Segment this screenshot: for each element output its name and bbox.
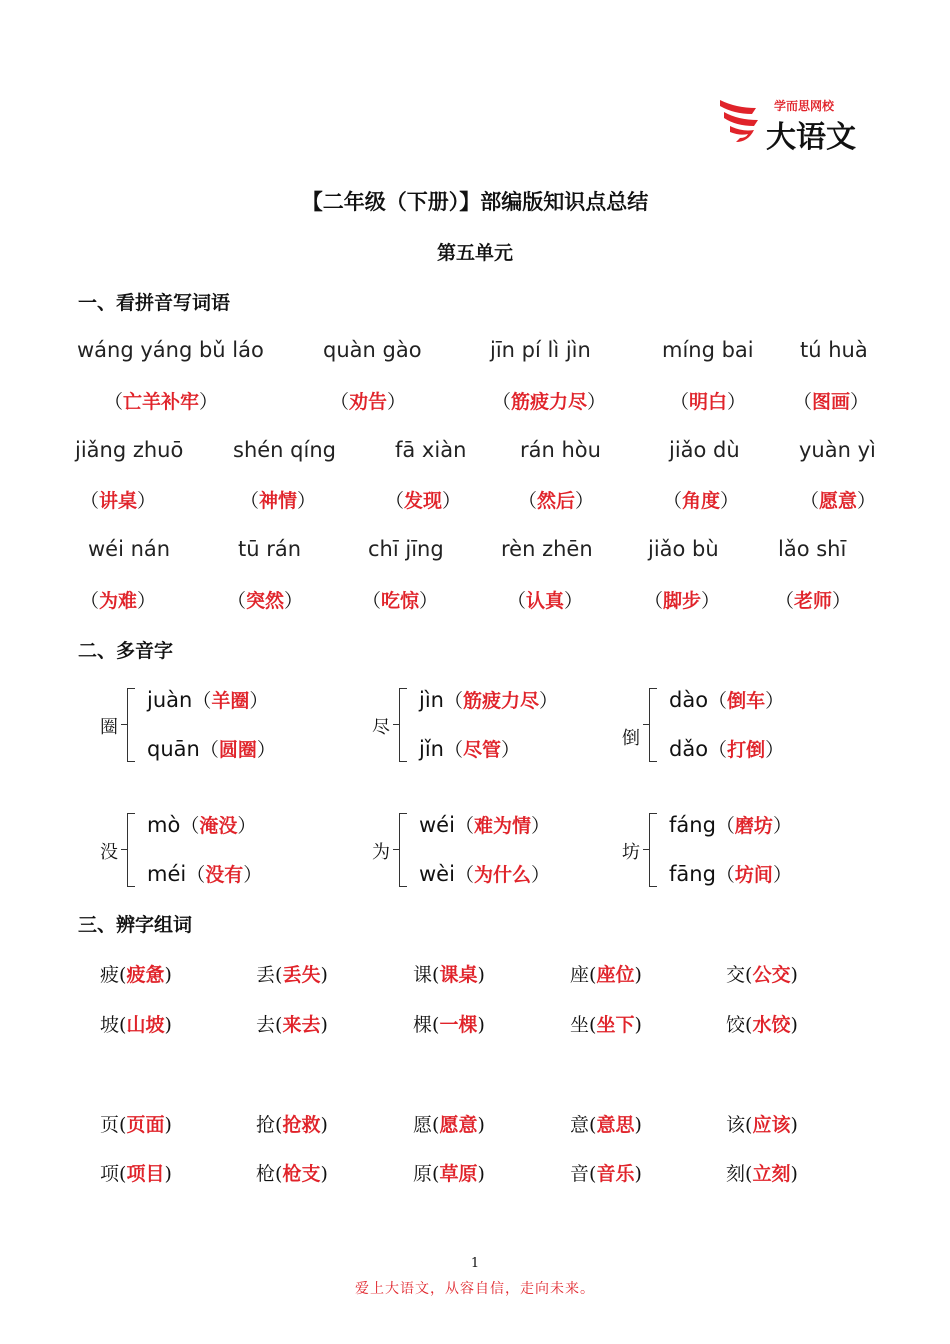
answer-text: 老师 (794, 590, 833, 612)
base-char: 页 (100, 1114, 120, 1136)
polyphone-char: 为 (372, 842, 390, 863)
pinyin-prompt: lǎo shī (778, 537, 847, 561)
answer-word: （亡羊补牢） (104, 391, 219, 413)
reading-pinyin: wéi (419, 813, 455, 837)
base-char: 去 (256, 1014, 276, 1036)
formed-word: 坐下 (596, 1014, 635, 1036)
reading-word-wrap: （倒车） (708, 690, 785, 712)
answer-word: （然后） (518, 490, 595, 512)
formed-word: 座位 (596, 964, 635, 986)
pinyin-prompt: jiǎo dù (669, 438, 740, 462)
answer-text: 亡羊补牢 (123, 391, 200, 413)
pinyin-prompt: rán hòu (520, 438, 601, 462)
pinyin-prompt: chī jīng (368, 537, 444, 561)
reading-word-wrap: （为什么） (454, 864, 550, 886)
char-word-pair: 愿(愿意) (413, 1114, 485, 1136)
base-char: 愿 (413, 1114, 433, 1136)
polyphone-reading (419, 811, 550, 838)
answer-text: 脚步 (663, 590, 702, 612)
char-word-pair: 抢(抢救) (256, 1114, 328, 1136)
polyphone-char: 倒 (622, 728, 640, 749)
formed-word: 水饺 (752, 1014, 791, 1036)
answer-text: 筋疲力尽 (511, 391, 588, 413)
section-pinyin-title: 一、看拼音写词语 (78, 292, 231, 314)
formed-word: 草原 (439, 1163, 478, 1185)
pinyin-prompt: jiǎng zhuō (75, 438, 184, 462)
reading-word: 磨坊 (734, 815, 773, 837)
polyphone-reading (669, 686, 784, 713)
polyphone-reading (419, 686, 558, 713)
answer-word: （愿意） (800, 490, 877, 512)
answer-word: （角度） (663, 490, 740, 512)
pinyin-prompt: wéi nán (88, 537, 171, 561)
reading-pinyin: fáng (669, 813, 716, 837)
reading-pinyin: méi (147, 862, 187, 886)
section-distinguish-title: 三、辨字组词 (78, 914, 193, 936)
base-char: 项 (100, 1163, 120, 1185)
brand-logo (716, 92, 876, 155)
answer-word: （为难） (80, 590, 157, 612)
reading-word-wrap: （淹没） (180, 815, 257, 837)
char-word-pair: 音(音乐) (570, 1163, 642, 1185)
answer-word: （吃惊） (362, 590, 439, 612)
base-char: 原 (413, 1163, 433, 1185)
polyphone-char: 坊 (622, 842, 640, 863)
reading-word: 圆圈 (218, 739, 257, 761)
reading-word-wrap: （尽管） (443, 739, 521, 761)
reading-word: 淹没 (199, 815, 238, 837)
footer-slogan: 爱上大语文，从容自信，走向未来。 (355, 1281, 595, 1297)
polyphone-reading (147, 686, 268, 713)
pinyin-prompt: jiǎo bù (648, 537, 719, 561)
answer-word: （讲桌） (80, 490, 157, 512)
formed-word: 课桌 (439, 964, 478, 986)
char-word-pair: 课(课桌) (413, 964, 485, 986)
formed-word: 疲惫 (126, 964, 165, 986)
reading-word-wrap: （羊圈） (192, 690, 269, 712)
base-char: 棵 (413, 1014, 433, 1036)
char-word-pair: 丢(丢失) (256, 964, 328, 986)
char-word-pair: 该(应该) (726, 1114, 798, 1136)
answer-text: 突然 (246, 590, 285, 612)
formed-word: 丢失 (282, 964, 321, 986)
char-word-pair: 去(来去) (256, 1014, 328, 1036)
reading-word: 没有 (205, 864, 244, 886)
brace-tick (643, 724, 649, 725)
formed-word: 公交 (752, 964, 791, 986)
char-word-pair: 刻(立刻) (726, 1163, 798, 1185)
pinyin-prompt: wáng yáng bǔ láo (77, 338, 264, 362)
char-word-pair: 棵(一棵) (413, 1014, 485, 1036)
char-word-pair: 页(页面) (100, 1114, 172, 1136)
answer-word: （老师） (775, 590, 852, 612)
reading-pinyin: jǐn (419, 737, 444, 761)
base-char: 疲 (100, 964, 120, 986)
char-word-pair: 交(公交) (726, 964, 798, 986)
reading-word: 筋疲力尽 (463, 690, 540, 712)
pinyin-prompt: tú huà (800, 338, 868, 362)
reading-word: 坊间 (734, 864, 773, 886)
reading-word: 打倒 (727, 739, 766, 761)
pinyin-prompt: míng bai (662, 338, 754, 362)
answer-word: （脚步） (644, 590, 721, 612)
reading-word-wrap: （打倒） (708, 739, 785, 761)
reading-pinyin: jìn (419, 688, 444, 712)
formed-word: 页面 (126, 1114, 165, 1136)
brace-bracket (649, 813, 657, 887)
answer-text: 认真 (526, 590, 565, 612)
reading-word-wrap: （没有） (186, 864, 263, 886)
char-word-pair: 项(项目) (100, 1163, 172, 1185)
pinyin-prompt: jīn pí lì jìn (490, 338, 591, 362)
char-word-pair: 座(座位) (570, 964, 642, 986)
base-char: 音 (570, 1163, 590, 1185)
polyphone-char: 圈 (100, 717, 118, 738)
answer-word: （筋疲力尽） (492, 391, 607, 413)
base-char: 课 (413, 964, 433, 986)
brace-tick (393, 849, 399, 850)
page-title: 【二年级（下册）】部编版知识点总结 (301, 189, 649, 214)
answer-text: 神情 (259, 490, 298, 512)
reading-word: 羊圈 (211, 690, 250, 712)
formed-word: 愿意 (439, 1114, 478, 1136)
formed-word: 枪支 (282, 1163, 321, 1185)
reading-pinyin: wèi (419, 862, 455, 886)
answer-text: 发现 (404, 490, 443, 512)
answer-word: （认真） (507, 590, 584, 612)
polyphone-reading (669, 860, 792, 887)
answer-word: （明白） (670, 391, 747, 413)
char-word-pair: 原(草原) (413, 1163, 485, 1185)
brace-tick (393, 724, 399, 725)
base-char: 丢 (256, 964, 276, 986)
pinyin-prompt: fā xiàn (395, 438, 467, 462)
base-char: 枪 (256, 1163, 276, 1185)
reading-word-wrap: （坊间） (715, 864, 792, 886)
base-char: 意 (570, 1114, 590, 1136)
formed-word: 应该 (752, 1114, 791, 1136)
reading-word-wrap: （圆圈） (199, 739, 276, 761)
answer-text: 角度 (682, 490, 721, 512)
answer-text: 吃惊 (381, 590, 420, 612)
base-char: 坡 (100, 1014, 120, 1036)
formed-word: 意思 (596, 1114, 635, 1136)
reading-word: 为什么 (473, 864, 531, 886)
reading-pinyin: dào (669, 688, 709, 712)
formed-word: 立刻 (752, 1163, 791, 1185)
answer-text: 愿意 (819, 490, 858, 512)
base-char: 座 (570, 964, 590, 986)
polyphone-reading (147, 735, 276, 762)
reading-word-wrap: （筋疲力尽） (443, 690, 559, 712)
reading-word: 尽管 (463, 739, 502, 761)
polyphone-reading (419, 860, 550, 887)
polyphone-reading (419, 735, 520, 762)
formed-word: 一棵 (439, 1014, 478, 1036)
brand-logo-icon (716, 94, 766, 146)
reading-word: 难为情 (473, 815, 531, 837)
page-number: 1 (470, 1256, 480, 1271)
reading-pinyin: juàn (147, 688, 193, 712)
polyphone-reading (147, 860, 262, 887)
base-char: 抢 (256, 1114, 276, 1136)
pinyin-prompt: rèn zhēn (501, 537, 593, 561)
polyphone-reading (147, 811, 256, 838)
answer-word: （神情） (240, 490, 317, 512)
char-word-pair: 疲(疲惫) (100, 964, 172, 986)
answer-word: （劝告） (330, 391, 407, 413)
polyphone-reading (669, 735, 784, 762)
reading-pinyin: mò (147, 813, 181, 837)
answer-text: 劝告 (349, 391, 388, 413)
pinyin-prompt: tū rán (238, 537, 302, 561)
char-word-pair: 饺(水饺) (726, 1014, 798, 1036)
pinyin-prompt: quàn gào (323, 338, 422, 362)
brand-main-text: 大语文 (766, 120, 856, 155)
brace-bracket (399, 813, 407, 887)
pinyin-prompt: shén qíng (233, 438, 336, 462)
base-char: 交 (726, 964, 746, 986)
formed-word: 项目 (126, 1163, 165, 1185)
char-word-pair: 意(意思) (570, 1114, 642, 1136)
answer-word: （发现） (385, 490, 462, 512)
answer-text: 图画 (812, 391, 851, 413)
polyphone-char: 尽 (372, 717, 390, 738)
brace-tick (121, 724, 127, 725)
brace-bracket (399, 688, 407, 762)
base-char: 饺 (726, 1014, 746, 1036)
base-char: 坐 (570, 1014, 590, 1036)
polyphone-char: 没 (100, 842, 118, 863)
reading-word-wrap: （磨坊） (715, 815, 792, 837)
reading-pinyin: fāng (669, 862, 716, 886)
brace-bracket (127, 688, 135, 762)
answer-text: 然后 (537, 490, 576, 512)
brace-bracket (127, 813, 135, 887)
brace-tick (643, 849, 649, 850)
char-word-pair: 坡(山坡) (100, 1014, 172, 1036)
char-word-pair: 坐(坐下) (570, 1014, 642, 1036)
reading-pinyin: quān (147, 737, 200, 761)
base-char: 该 (726, 1114, 746, 1136)
reading-word-wrap: （难为情） (454, 815, 550, 837)
answer-text: 讲桌 (99, 490, 138, 512)
formed-word: 抢救 (282, 1114, 321, 1136)
section-polyphone-title: 二、多音字 (78, 640, 174, 662)
brace-tick (121, 849, 127, 850)
answer-word: （图画） (793, 391, 870, 413)
formed-word: 来去 (282, 1014, 321, 1036)
unit-title: 第五单元 (436, 242, 513, 264)
reading-word: 倒车 (727, 690, 766, 712)
base-char: 刻 (726, 1163, 746, 1185)
answer-text: 为难 (99, 590, 138, 612)
answer-word: （突然） (227, 590, 304, 612)
formed-word: 音乐 (596, 1163, 635, 1185)
formed-word: 山坡 (126, 1014, 165, 1036)
pinyin-prompt: yuàn yì (799, 438, 876, 462)
brand-small-text: 学而思网校 (774, 99, 835, 113)
char-word-pair: 枪(枪支) (256, 1163, 328, 1185)
brace-bracket (649, 688, 657, 762)
answer-text: 明白 (689, 391, 728, 413)
reading-pinyin: dǎo (669, 737, 709, 761)
polyphone-reading (669, 811, 792, 838)
